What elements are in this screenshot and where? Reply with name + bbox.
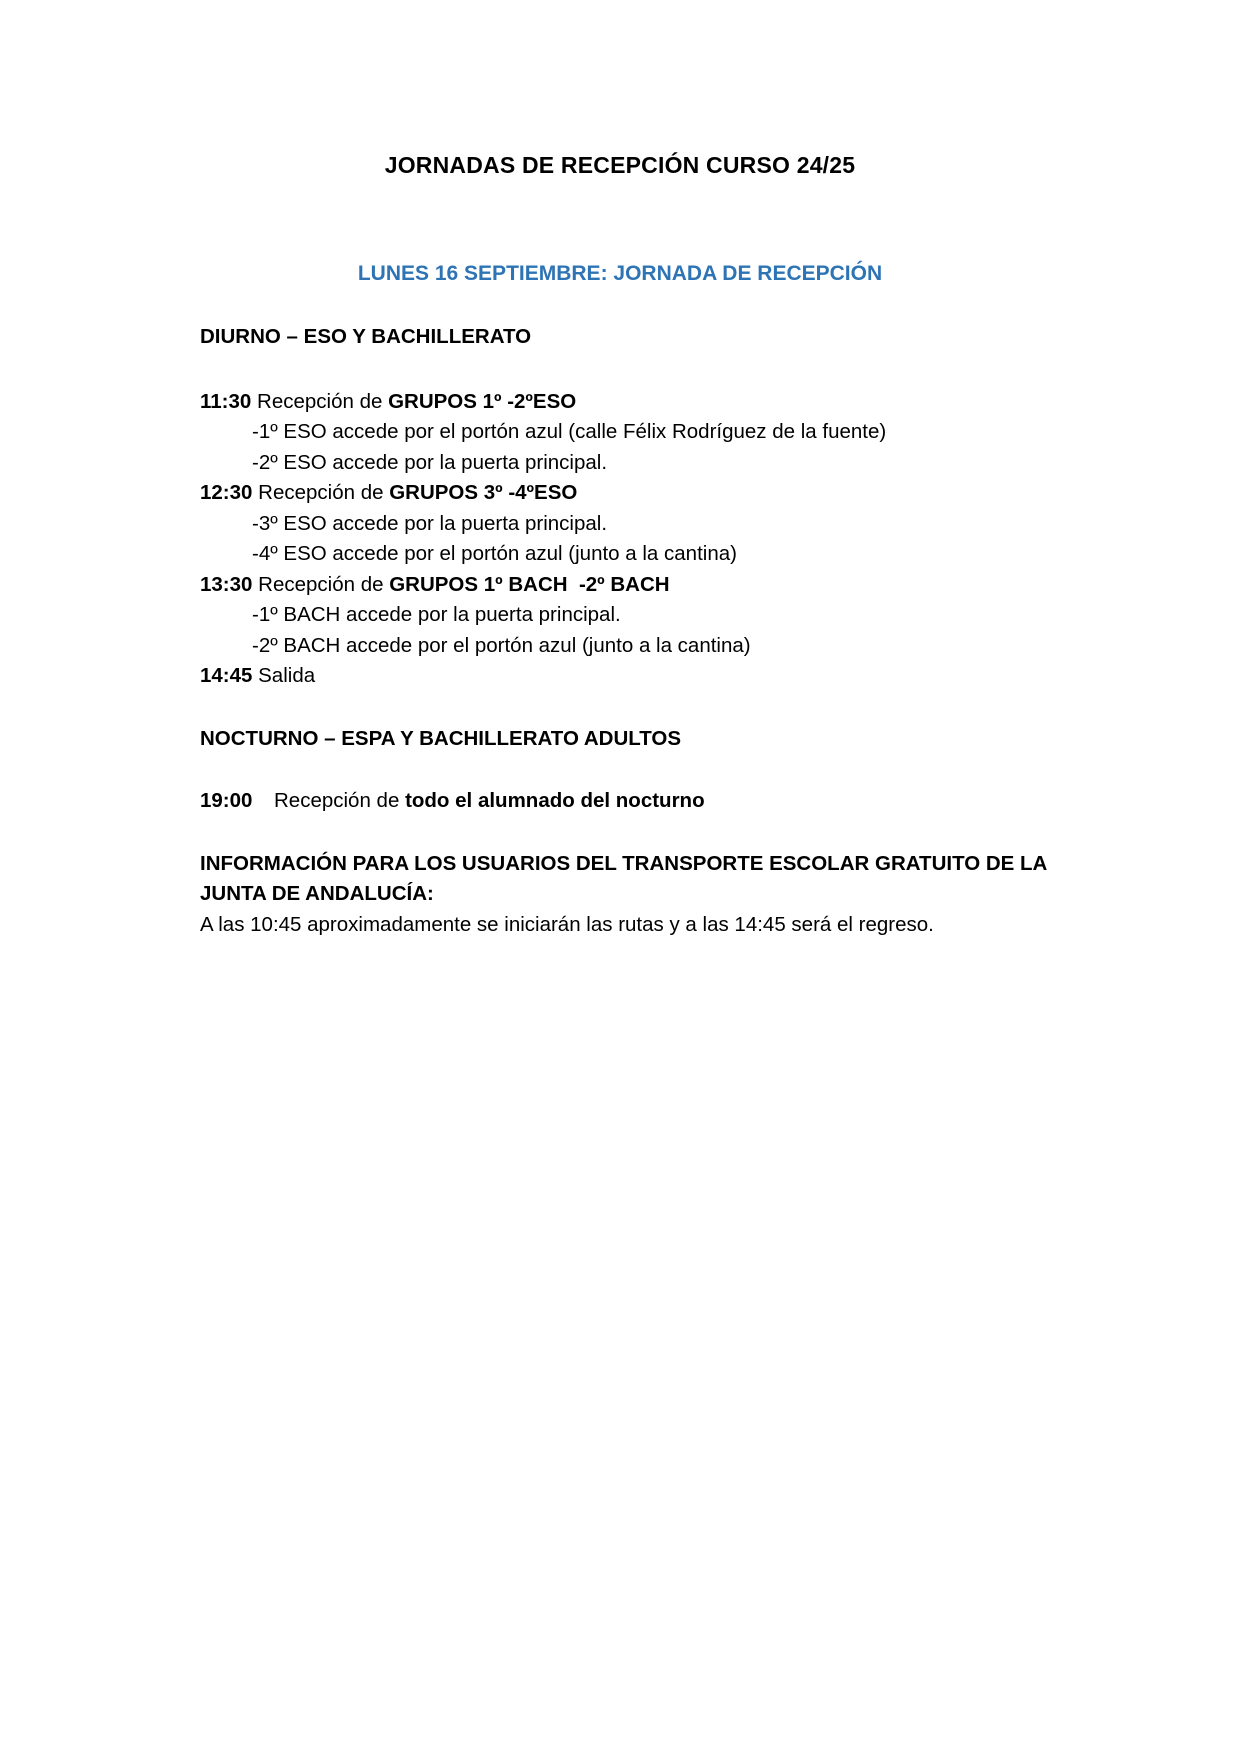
- exit-time: 14:45: [200, 664, 253, 687]
- schedule-groups: GRUPOS 1º -2ºESO: [388, 389, 577, 413]
- transporte-text: A las 10:45 aproximadamente se iniciarán las rutas y a las 14:45 será el regreso.: [200, 912, 934, 936]
- schedule-detail: -2º BACH accede por el portón azul (junto a la cantina): [252, 633, 751, 657]
- diurno-heading: DIURNO – ESO Y BACHILLERATO: [200, 325, 532, 348]
- schedule-time: 13:30: [200, 572, 253, 596]
- nocturno-time: 19:00: [200, 789, 253, 812]
- document-title: JORNADAS DE RECEPCIÓN CURSO 24/25: [384, 152, 856, 178]
- document-subtitle: LUNES 16 SEPTIEMBRE: JORNADA DE RECEPCIÓN: [357, 262, 883, 285]
- schedule-time: 12:30: [200, 481, 253, 504]
- schedule-detail: -4º ESO accede por el portón azul (junto a la cantina): [252, 542, 737, 565]
- schedule-line-exit: [200, 661, 1080, 692]
- transporte-heading: INFORMACIÓN PARA LOS USUARIOS DEL TRANSPORTE ESCOLAR GRATUITO DE LA JUNTA DE ANDALUCÍA:: [200, 851, 1047, 905]
- schedule-line-1130: [200, 387, 1080, 418]
- schedule-detail: -2º ESO accede por la puerta principal.: [252, 450, 608, 474]
- document-body: [200, 322, 1080, 940]
- schedule-text: Recepción de: [252, 572, 390, 596]
- schedule-line-1230: [200, 478, 1080, 509]
- schedule-text: Recepción de: [252, 481, 390, 504]
- schedule-text: Recepción de: [251, 389, 389, 413]
- nocturno-text: Recepción de: [274, 789, 406, 812]
- schedule-time: 11:30: [200, 389, 252, 413]
- exit-text: Salida: [252, 664, 316, 687]
- nocturno-bold-text: todo el alumnado del nocturno: [405, 789, 705, 812]
- nocturno-line: [200, 786, 1080, 817]
- schedule-detail: -3º ESO accede por la puerta principal.: [252, 511, 608, 535]
- schedule-detail: -1º ESO accede por el portón azul (calle Félix Rodríguez de la fuente): [252, 420, 887, 443]
- schedule-detail: -1º BACH accede por la puerta principal.: [252, 603, 621, 626]
- schedule-line-1330: [200, 570, 1080, 601]
- schedule-groups: GRUPOS 1º BACH -2º BACH: [389, 572, 670, 596]
- schedule-groups: GRUPOS 3º -4ºESO: [389, 481, 578, 504]
- nocturno-heading: NOCTURNO – ESPA Y BACHILLERATO ADULTOS: [200, 726, 682, 750]
